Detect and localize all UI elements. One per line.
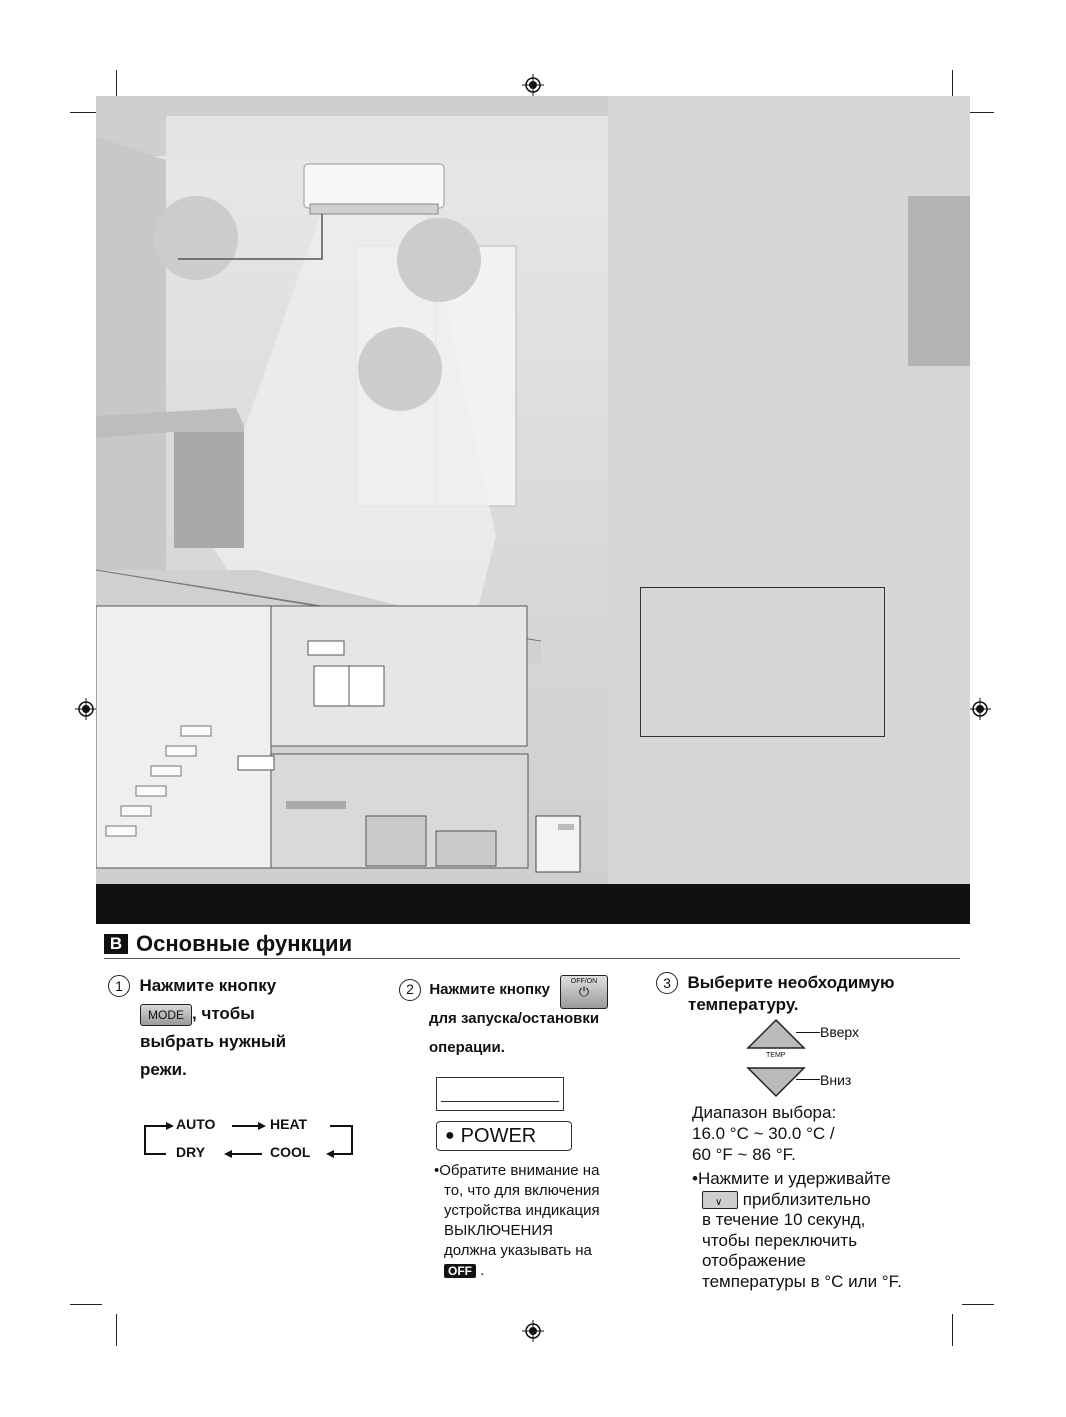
note-line: температуры в °C или °F. [702, 1271, 902, 1291]
off-badge: OFF [444, 1264, 476, 1278]
temp-label: TEMP [766, 1052, 786, 1059]
step3-note [692, 1169, 962, 1292]
step-number: 3 [656, 972, 678, 994]
crop-mark [962, 1304, 994, 1305]
leader-line [796, 1079, 820, 1080]
range-label: Диапазон выбора: [692, 1103, 837, 1122]
power-indicator [436, 1121, 572, 1151]
step2-line3: операции. [429, 1039, 505, 1056]
note-line: устройства индикация [444, 1202, 600, 1219]
step-3 [656, 972, 894, 1016]
step2-note [434, 1161, 634, 1281]
range-celsius: 16.0 °C ~ 30.0 °C / [692, 1124, 835, 1143]
crop-mark [952, 1314, 953, 1346]
room-scene [96, 96, 610, 884]
range-fahrenheit: 60 °F ~ 86 °F. [692, 1145, 796, 1164]
step1-line2: , чтобы [192, 1004, 255, 1023]
mode-auto: AUTO [176, 1116, 216, 1132]
note-line: чтобы переключить [702, 1230, 858, 1250]
down-button-icon: ∨ [702, 1191, 738, 1209]
mode-button[interactable]: MODE [140, 1004, 192, 1026]
crop-mark [116, 1314, 117, 1346]
mode-dry: DRY [176, 1144, 206, 1160]
up-label: Вверх [820, 1024, 860, 1040]
note-line: отображение [702, 1251, 806, 1270]
mode-cycle-arrows [140, 1114, 360, 1164]
step-number: 2 [399, 979, 421, 1001]
section-divider [104, 958, 960, 959]
leader-line [796, 1032, 820, 1033]
down-label: Вниз [820, 1072, 852, 1088]
step3-line2: температуру. [688, 995, 799, 1014]
language-tab [908, 196, 970, 366]
step1-line4: режи. [140, 1060, 187, 1079]
indoor-unit-icon [436, 1077, 564, 1111]
note-line: то, что для включения [444, 1182, 600, 1199]
registration-mark-icon [522, 74, 544, 96]
note-end: . [480, 1262, 485, 1279]
section-heading [104, 931, 352, 957]
note-line: в течение 10 секунд, [702, 1210, 866, 1229]
off-on-label: OFF/ON [570, 978, 598, 985]
step-1 [108, 972, 286, 1084]
step-number: 1 [108, 975, 130, 997]
crop-mark [70, 1304, 102, 1305]
note-line: приблизительно [742, 1189, 871, 1209]
section-title: Основные функции [136, 931, 353, 956]
registration-mark-icon [522, 1320, 544, 1342]
registration-mark-icon [75, 698, 97, 720]
mode-heat: HEAT [270, 1116, 308, 1132]
temp-up-button[interactable] [746, 1018, 806, 1050]
registration-mark-icon [969, 698, 991, 720]
indicator-light-icon: ● [445, 1127, 455, 1144]
step1-line1: Нажмите кнопку [139, 976, 277, 995]
mode-cool: COOL [270, 1144, 311, 1160]
section-letter: B [104, 934, 128, 954]
note-line: Нажмите и удерживайте [697, 1169, 891, 1188]
section-bar [96, 884, 970, 924]
note-line: должна указывать на [444, 1242, 592, 1259]
step2-line1: Нажмите кнопку [429, 981, 550, 998]
power-label: POWER [460, 1124, 537, 1147]
temp-down-button[interactable] [746, 1066, 806, 1098]
note-line: ВЫКЛЮЧЕНИЯ [444, 1222, 553, 1239]
info-box [640, 587, 885, 737]
mode-cycle-diagram [140, 1114, 360, 1164]
step1-line3: выбрать нужный [140, 1032, 287, 1051]
off-on-button[interactable] [560, 975, 608, 1009]
power-symbol-icon: ⏻ [578, 984, 590, 999]
step2-line2: для запуска/остановки [429, 1010, 600, 1027]
step3-line1: Выберите необходимую [687, 973, 895, 992]
room-illustration [96, 96, 610, 884]
bullet: • [692, 1169, 698, 1188]
note-line: Обратите внимание на [439, 1162, 600, 1179]
bullet: • [434, 1162, 440, 1179]
temperature-range [692, 1102, 836, 1165]
